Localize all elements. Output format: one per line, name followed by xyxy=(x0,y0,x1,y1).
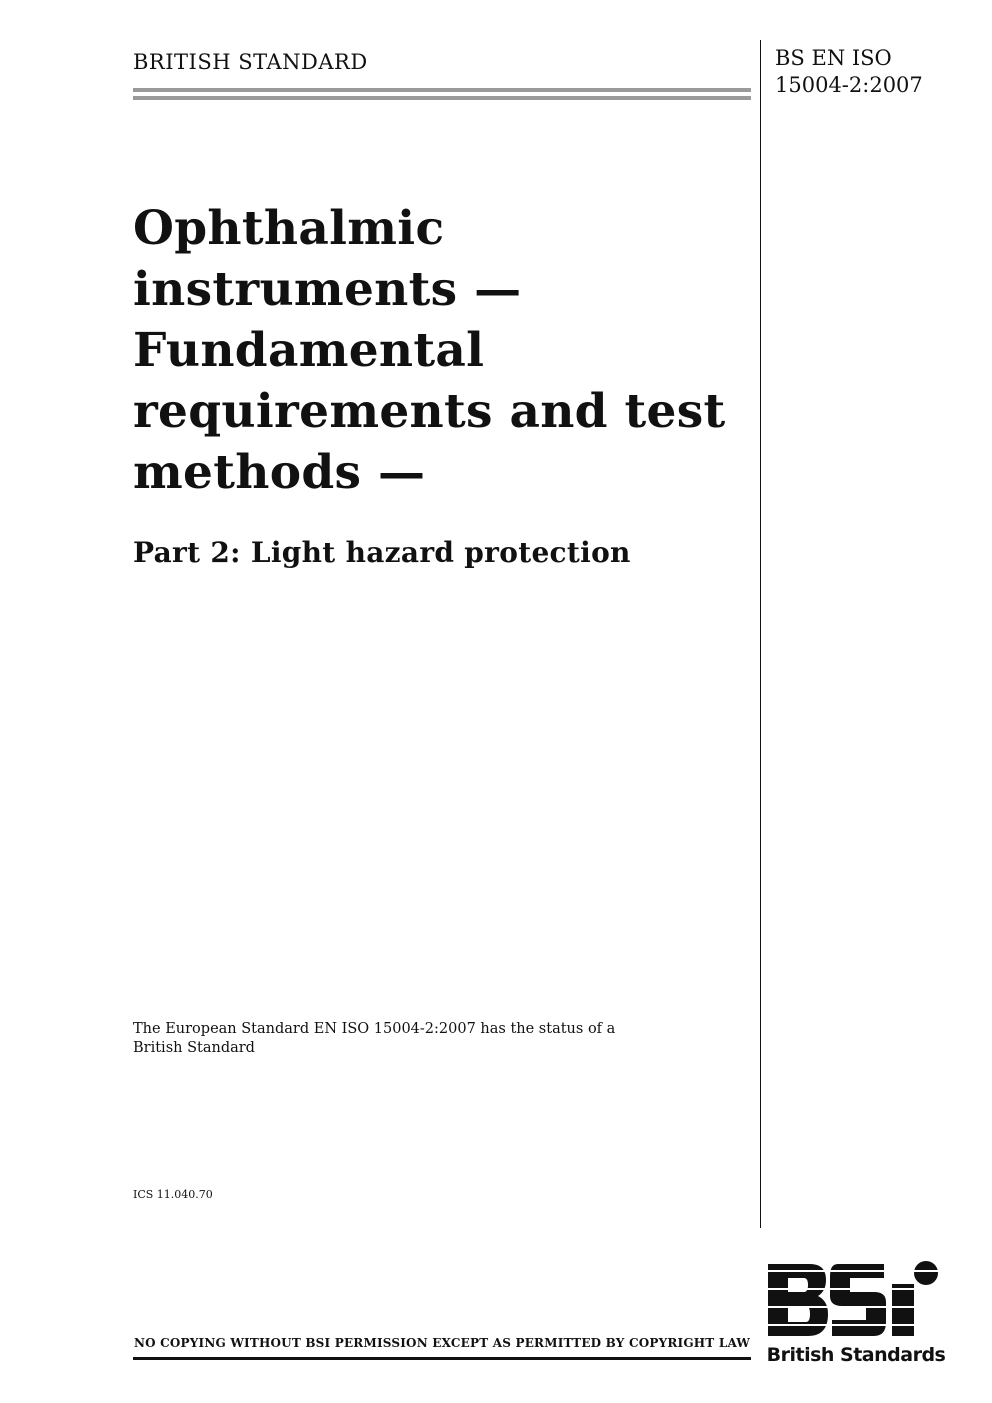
title-line: Fundamental xyxy=(133,323,485,378)
header-rule-bottom xyxy=(133,96,751,100)
title-line: requirements and test xyxy=(133,384,726,439)
header-label: BRITISH STANDARD xyxy=(133,50,368,74)
status-note xyxy=(133,1020,693,1058)
status-note-line: British Standard xyxy=(133,1040,255,1056)
document-title xyxy=(133,198,743,503)
vertical-divider xyxy=(760,40,761,1228)
footer-rule xyxy=(133,1357,751,1360)
header-rule-top xyxy=(133,88,751,92)
title-line: Ophthalmic xyxy=(133,201,445,256)
document-subtitle: Part 2: Light hazard protection xyxy=(133,536,631,569)
standard-number-line1: BS EN ISO xyxy=(775,46,892,70)
copyright-notice: NO COPYING WITHOUT BSI PERMISSION EXCEPT AS PERMITTED BY COPYRIGHT LAW xyxy=(133,1336,751,1350)
standard-number-line2: 15004-2:2007 xyxy=(775,73,923,97)
title-line: methods — xyxy=(133,445,426,500)
bsi-logo-caption: British Standards xyxy=(766,1344,946,1366)
status-note-line: The European Standard EN ISO 15004-2:2007 has the status of a xyxy=(133,1021,616,1037)
title-line: instruments — xyxy=(133,262,522,317)
ics-code: ICS 11.040.70 xyxy=(133,1188,213,1201)
